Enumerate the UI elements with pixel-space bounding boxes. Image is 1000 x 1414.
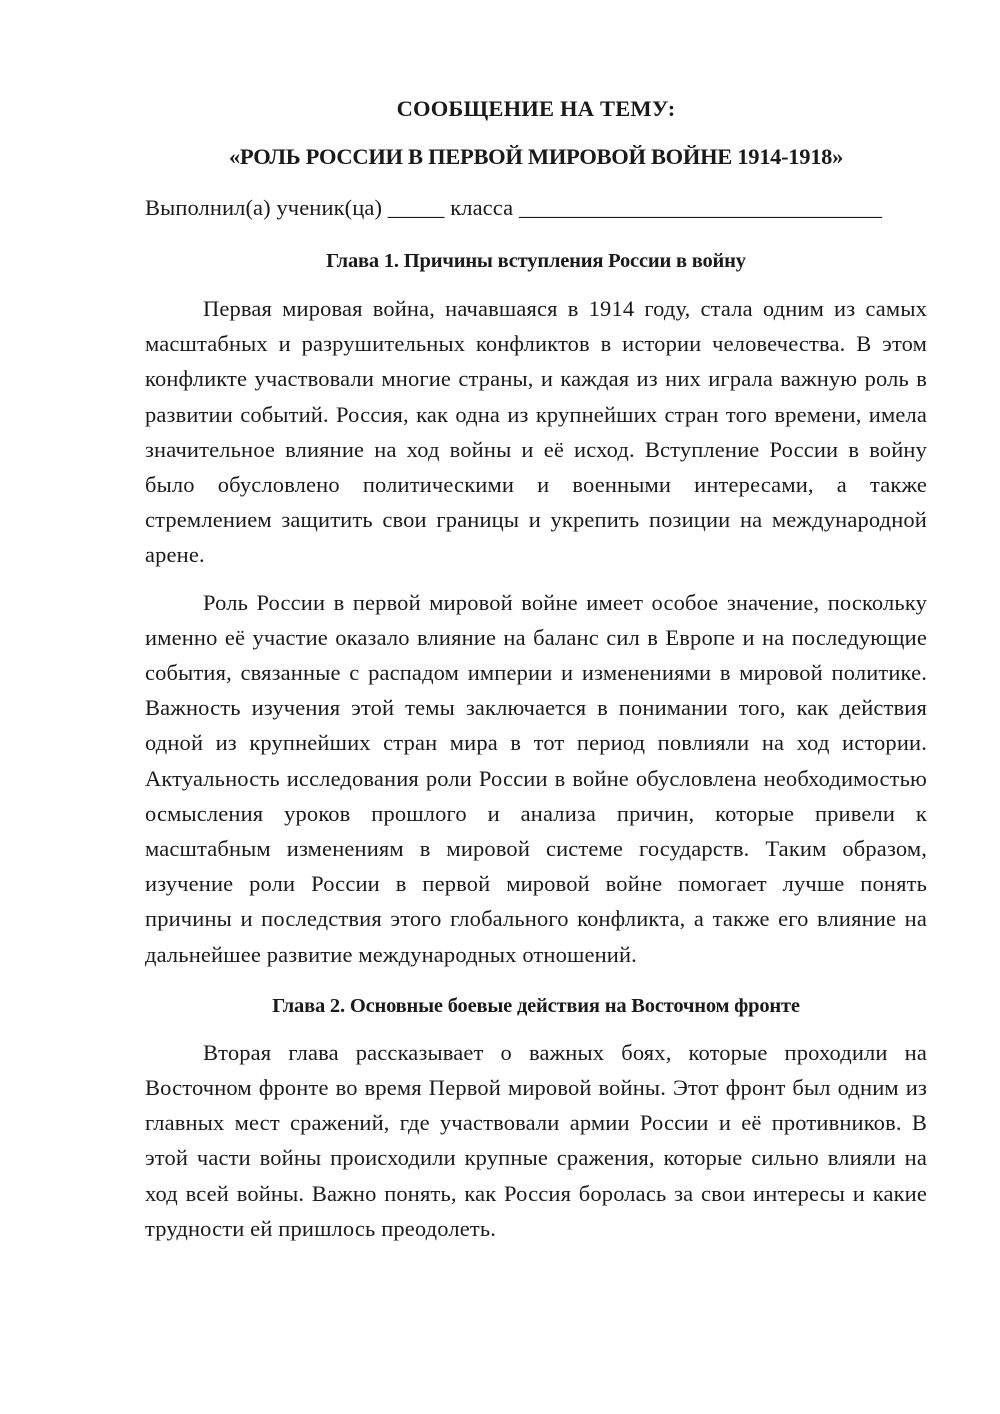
chapter-1 xyxy=(145,247,927,972)
chapter-1-paragraph-2: Роль России в первой мировой войне имеет особое значение, поскольку именно её участие оказало влияние на баланс сил в Европе и на последующие события, связанные с распадом империи и изменениями в мировой политике. Важность изучения этой темы заключается в понимании того, как действия одной из крупнейших стран мира в тот период повлияли на ход истории. Актуальность исследования роли России в войне обусловлена необходимостью осмысления уроков прошлого и анализа причин, которые привели к масштабным изменениям в мировой системе государств. Таким образом, изучение роли России в первой мировой войне помогает лучше понять причины и последствия этого глобального конфликта, а также его влияние на дальнейшее развитие международных отношений. xyxy=(145,589,927,967)
chapter-2 xyxy=(145,992,927,1246)
document-title-line-2: «РОЛЬ РОССИИ В ПЕРВОЙ МИРОВОЙ ВОЙНЕ 1914-1918» xyxy=(228,144,844,169)
chapter-2-paragraph-1: Вторая глава рассказывает о важных боях, которые проходили на Восточном фронте во время Первой мировой войны. Этот фронт был одним из главных мест сражений, где участвовали армии России и её противников. В этой части войны происходили крупные сражения, которые сильно влияли на ход всей войны. Важно понять, как Россия боролась за свои интересы и какие трудности ей пришлось преодолеть. xyxy=(145,1039,927,1241)
chapter-1-heading: Глава 1. Причины вступления России в войну xyxy=(326,250,746,272)
chapter-2-heading: Глава 2. Основные боевые действия на Восточном фронте xyxy=(272,994,800,1017)
author-line: Выполнил(а) ученик(ца) _____ класса ________________________________ xyxy=(145,195,883,220)
chapter-1-paragraph-1: Первая мировая война, начавшаяся в 1914 году, стала одним из самых масштабных и разрушительных конфликтов в истории человечества. В этом конфликте участвовали многие страны, и каждая из них играла важную роль в развитии событий. Россия, как одна из крупнейших стран того времени, имела значительное влияние на ход войны и её исход. Вступление России в войну было обусловлено политическими и военными интересами, а также стремлением защитить свои границы и укрепить позиции на международной арене. xyxy=(145,296,927,568)
document-page xyxy=(145,94,927,1246)
document-title-line-1: СООБЩЕНИЕ НА ТЕМУ: xyxy=(396,96,676,121)
